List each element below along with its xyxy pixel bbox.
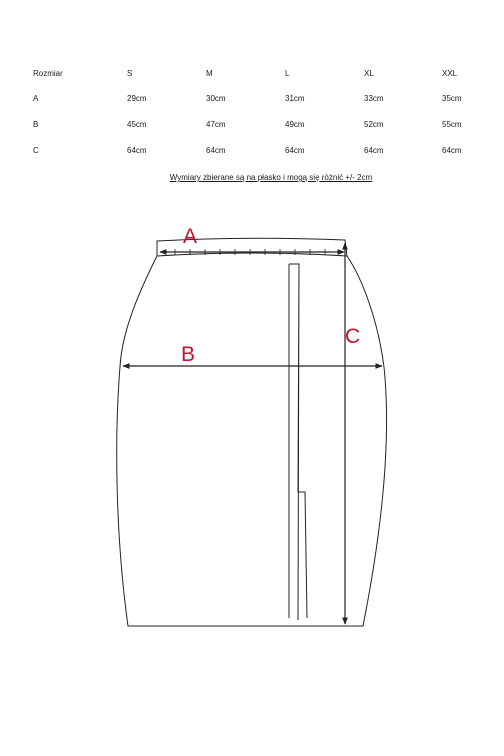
size-header-m: M (206, 69, 213, 78)
row-b-s: 45cm (127, 120, 147, 129)
row-a-xxl: 35cm (442, 94, 462, 103)
size-header-label: Rozmiar (33, 69, 63, 78)
row-b-xl: 52cm (364, 120, 384, 129)
row-c-m: 64cm (206, 146, 226, 155)
size-header-s: S (127, 69, 133, 78)
skirt-slit-panel (289, 264, 307, 620)
row-c-l: 64cm (285, 146, 305, 155)
size-header-l: L (285, 69, 290, 78)
row-a-label: A (33, 94, 39, 103)
row-c-xl: 64cm (364, 146, 384, 155)
row-b-m: 47cm (206, 120, 226, 129)
row-b-xxl: 55cm (442, 120, 462, 129)
label-c: C (345, 325, 361, 348)
row-a-m: 30cm (206, 94, 226, 103)
row-a-s: 29cm (127, 94, 147, 103)
row-b-label: B (33, 120, 39, 129)
row-c-s: 64cm (127, 146, 147, 155)
label-b: B (181, 343, 196, 366)
label-a: A (183, 225, 198, 248)
row-a-l: 31cm (285, 94, 305, 103)
skirt-outline (117, 256, 387, 626)
size-header-xxl: XXL (442, 69, 458, 78)
size-header-xl: XL (364, 69, 374, 78)
row-a-xl: 33cm (364, 94, 384, 103)
row-c-xxl: 64cm (442, 146, 462, 155)
row-c-label: C (33, 146, 39, 155)
row-b-l: 49cm (285, 120, 305, 129)
measurement-note: Wymiary zbierane są na płasko i mogą się różnić +/- 2cm (169, 173, 373, 182)
